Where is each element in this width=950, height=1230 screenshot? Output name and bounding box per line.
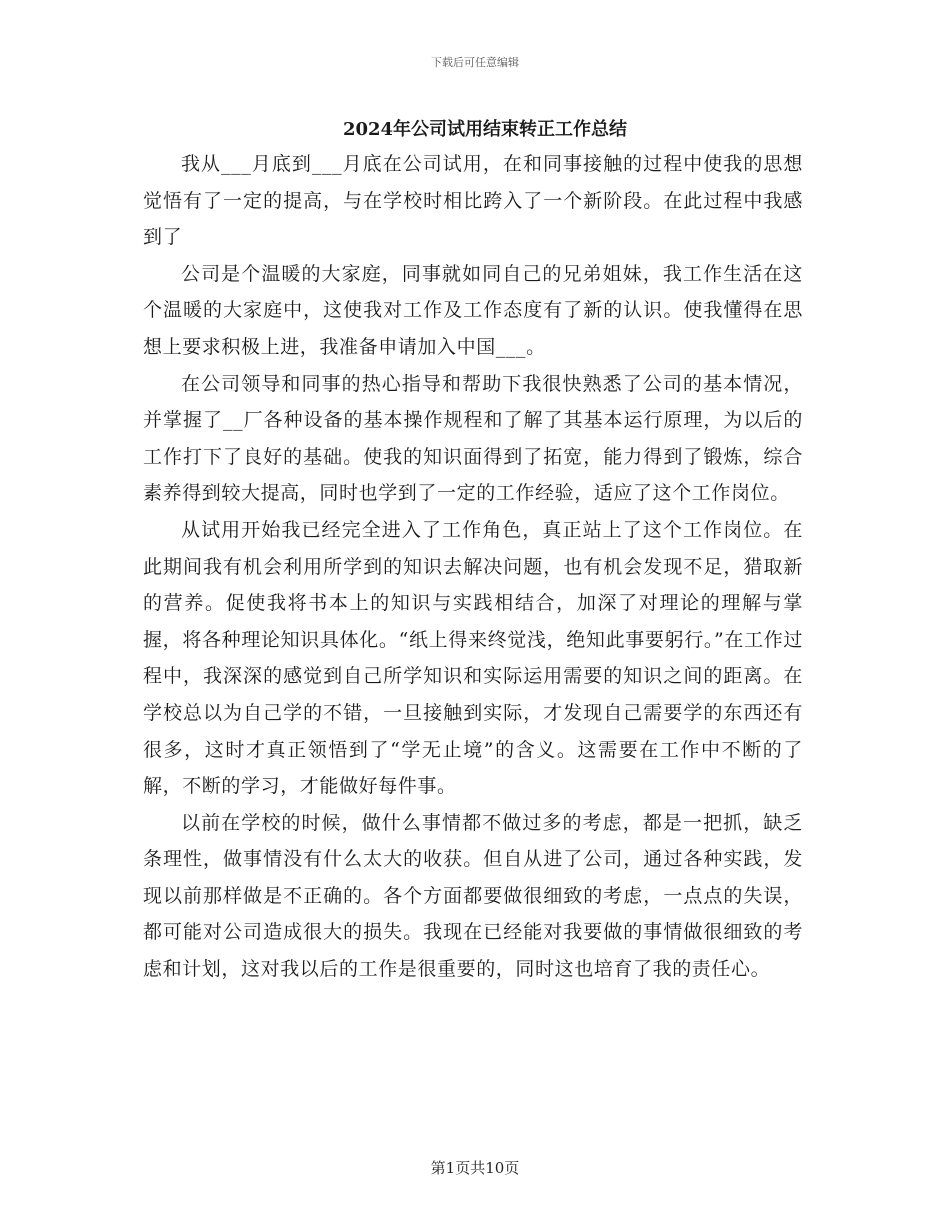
header-note: 下载后可任意编辑 bbox=[431, 56, 519, 69]
paragraph-5: 以前在学校的时候，做什么事情都不做过多的考虑，都是一把抓，缺乏条理性，做事情没有什么太大的收获。但自从进了公司，通过各种实践，发现以前那样做是不正确的。各个方面都要做很细致的考虑，一点点的失误，都可能对公司造成很大的损失。我现在已经能对我要做的事情做很细致的考虑和计划，这对我以后的工作是很重要的，同时这也培育了我的责任心。 bbox=[143, 811, 803, 981]
document-title: 2024年公司试用结束转正工作总结 bbox=[342, 119, 628, 140]
paragraph-2: 公司是个温暖的大家庭，同事就如同自己的兄弟姐妹，我工作生活在这个温暖的大家庭中，这使我对工作及工作态度有了新的认识。使我懂得在思想上要求积极上进，我准备申请加入中国___。 bbox=[143, 262, 803, 358]
page-number-footer: 第1页共10页 bbox=[430, 1159, 520, 1177]
paragraph-4: 从试用开始我已经完全进入了工作角色，真正站上了这个工作岗位。在此期间我有机会利用所学到的知识去解决问题，也有机会发现不足，猎取新的营养。促使我将书本上的知识与实践相结合，加深了对理论的理解与掌握，将各种理论知识具体化。“纸上得来终觉浅，绝知此事要躬行。”在工作过程中，我深深的感觉到自己所学知识和实际运用需要的知识之间的距离。在学校总以为自己学的不错，一旦接触到实际，才发现自己需要学的东西还有很多，这时才真正领悟到了“学无止境”的含义。这需要在工作中不断的了解，不断的学习，才能做好每件事。 bbox=[143, 518, 803, 798]
paragraph-3: 在公司领导和同事的热心指导和帮助下我很快熟悉了公司的基本情况，并掌握了__厂各种设备的基本操作规程和了解了其基本运行原理，为以后的工作打下了良好的基础。使我的知识面得到了拓宽，能力得到了锻炼，综合素养得到较大提高，同时也学到了一定的工作经验，适应了这个工作岗位。 bbox=[143, 372, 803, 505]
paragraph-1: 我从___月底到___月底在公司试用，在和同事接触的过程中使我的思想觉悟有了一定的提高，与在学校时相比跨入了一个新阶段。在此过程中我感到了 bbox=[143, 153, 803, 249]
document-body bbox=[143, 146, 803, 988]
